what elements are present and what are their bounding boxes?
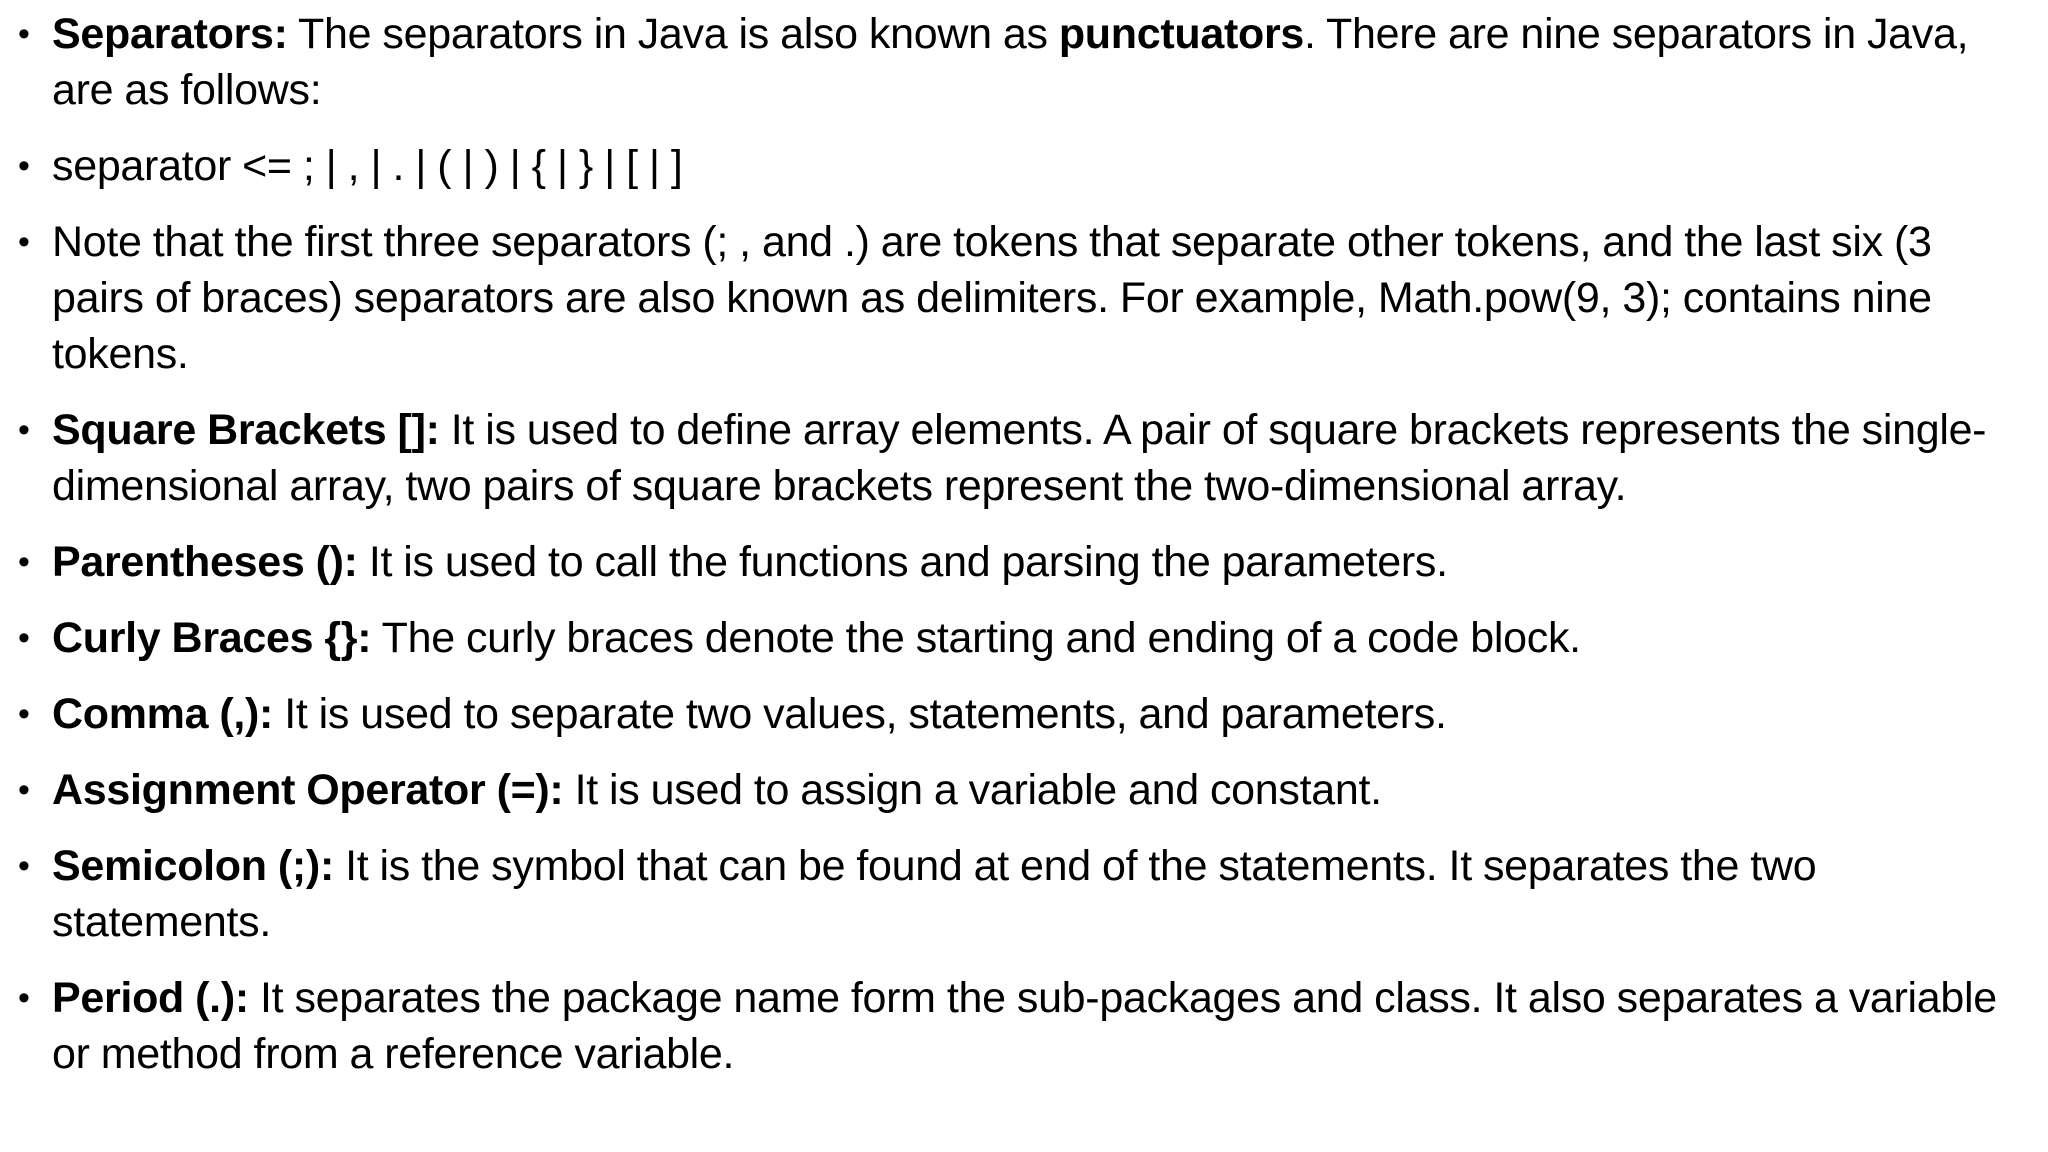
bullet-parentheses bbox=[14, 534, 2034, 590]
desc-separators-post: . There are nine separators in Java, are as follows: bbox=[52, 10, 1969, 114]
desc-curly-braces: The curly braces denote the starting and ending of a code block. bbox=[371, 614, 1581, 662]
term-separators: Separators: bbox=[52, 10, 288, 58]
term-comma: Comma (,): bbox=[52, 690, 274, 738]
bullet-assignment-operator bbox=[14, 762, 2034, 818]
separator-grammar-text: separator <= ; | , | . | ( | ) | { | } | [ | ] bbox=[52, 142, 683, 190]
bullet-semicolon bbox=[14, 838, 2034, 950]
bullet-period bbox=[14, 970, 2034, 1082]
term-assignment-operator: Assignment Operator (=): bbox=[52, 766, 564, 814]
term-semicolon: Semicolon (;): bbox=[52, 842, 334, 890]
bullet-icon: • bbox=[18, 411, 30, 449]
bullet-icon: • bbox=[18, 223, 30, 261]
bullet-list bbox=[14, 6, 2034, 1082]
bullet-comma bbox=[14, 686, 2034, 742]
bullet-curly-braces bbox=[14, 610, 2034, 666]
bullet-icon: • bbox=[18, 695, 30, 733]
term-punctuators: punctuators bbox=[1058, 10, 1304, 58]
bullet-icon: • bbox=[18, 771, 30, 809]
desc-parentheses: It is used to call the functions and parsing the parameters. bbox=[357, 538, 1448, 586]
desc-semicolon: It is the symbol that can be found at end of the statements. It separates the two statements. bbox=[52, 842, 1817, 946]
desc-assignment-operator: It is used to assign a variable and constant. bbox=[563, 766, 1382, 814]
bullet-icon: • bbox=[18, 847, 30, 885]
term-curly-braces: Curly Braces {}: bbox=[52, 614, 372, 662]
bullet-icon: • bbox=[18, 147, 30, 185]
desc-period: It separates the package name form the sub-packages and class. It also separates a variable or method from a reference variable. bbox=[52, 974, 1997, 1078]
desc-separators-pre: The separators in Java is also known as bbox=[287, 10, 1059, 58]
term-square-brackets: Square Brackets []: bbox=[52, 406, 440, 454]
bullet-icon: • bbox=[18, 619, 30, 657]
bullet-square-brackets bbox=[14, 402, 2034, 514]
desc-square-brackets: It is used to define array elements. A pair of square brackets represents the single-dimensional array, two pairs of square brackets represent the two-dimensional array. bbox=[52, 406, 1987, 510]
bullet-icon: • bbox=[18, 543, 30, 581]
term-period: Period (.): bbox=[52, 974, 249, 1022]
bullet-icon: • bbox=[18, 979, 30, 1017]
bullet-separator-grammar bbox=[14, 138, 2034, 194]
slide-content bbox=[14, 6, 2034, 1102]
term-parentheses: Parentheses (): bbox=[52, 538, 358, 586]
bullet-note bbox=[14, 214, 2034, 382]
desc-comma: It is used to separate two values, statements, and parameters. bbox=[273, 690, 1447, 738]
note-text: Note that the first three separators (; , and .) are tokens that separate other tokens, and the last six (3 pairs of braces) separators are also known as delimiters. For example, Math.pow(9, 3); contains nine tokens. bbox=[52, 218, 1932, 378]
bullet-icon: • bbox=[18, 15, 30, 53]
bullet-separators bbox=[14, 6, 2034, 118]
